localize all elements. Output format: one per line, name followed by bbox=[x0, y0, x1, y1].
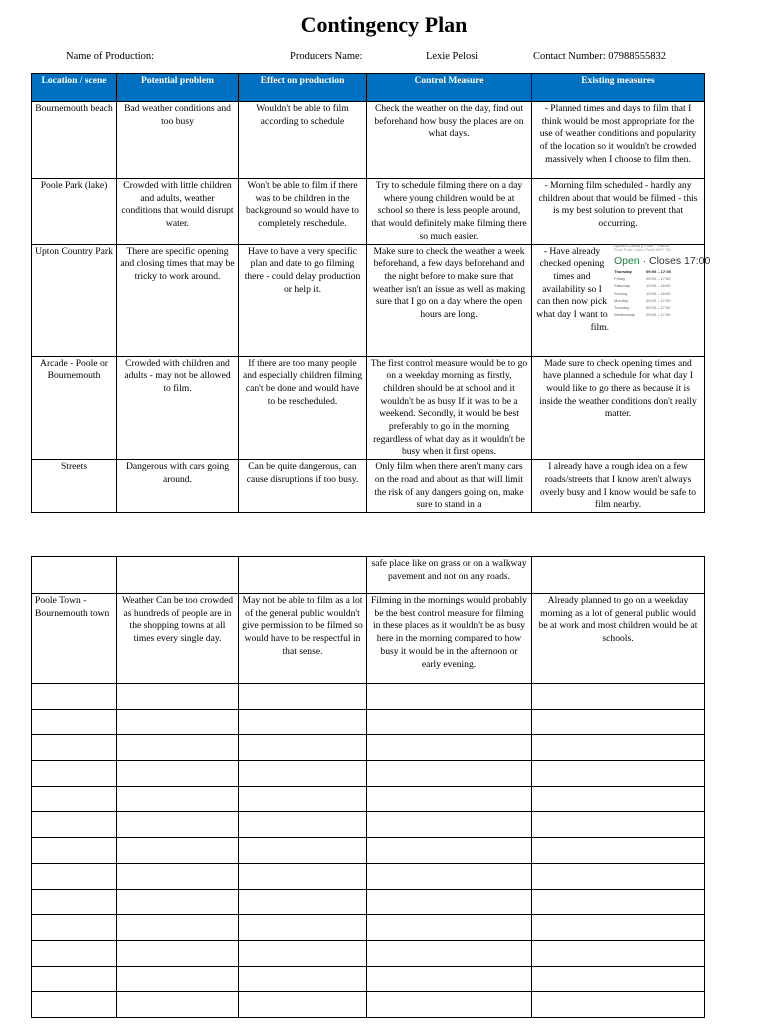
cell-location: Upton Country Park bbox=[32, 244, 117, 356]
hours-row: Friday 09:00 – 17:00 bbox=[614, 276, 671, 282]
production-name-label: Name of Production: bbox=[66, 51, 155, 62]
cell-effect: If there are too many people and especially children filming can't be done and would have to be rescheduled. bbox=[239, 356, 367, 460]
cell-location: Poole Park (lake) bbox=[32, 179, 117, 245]
empty-row bbox=[32, 940, 705, 966]
empty-row bbox=[32, 966, 705, 992]
cell-location bbox=[32, 557, 117, 594]
empty-row bbox=[32, 838, 705, 864]
cell-effect: May not be able to film as a lot of the general public wouldn't give permission to be filmed so would have to be respectful in that sense. bbox=[239, 594, 367, 684]
cell-location: Poole Town - Bournemouth town bbox=[32, 594, 117, 684]
cell-control: Try to schedule filming there on a day where young children would be at school so there is less people around, that would definitely make filming there so much easier. bbox=[367, 179, 532, 245]
header-problem: Potential problem bbox=[117, 74, 239, 102]
table-row bbox=[32, 557, 705, 594]
header-effect: Effect on production bbox=[239, 74, 367, 102]
empty-row bbox=[32, 915, 705, 941]
cell-existing: - Morning film scheduled - hardly any children about that would be filmed - this is my best solution to prevent that occurring. bbox=[532, 179, 705, 245]
hours-row: Sunday 10:00 – 16:00 bbox=[614, 290, 671, 296]
cell-existing bbox=[532, 557, 705, 594]
cell-location: Bournemouth beach bbox=[32, 102, 117, 179]
empty-row bbox=[32, 863, 705, 889]
table-row bbox=[32, 356, 705, 460]
empty-row bbox=[32, 889, 705, 915]
empty-row bbox=[32, 786, 705, 812]
header-row bbox=[32, 74, 705, 102]
cell-effect: Won't be able to film if there was to be children in the background so would have to completely reschedule. bbox=[239, 179, 367, 245]
header-existing: Existing measures bbox=[532, 74, 705, 102]
hours-row: Monday 09:00 – 17:00 bbox=[614, 297, 671, 303]
cell-problem: Crowded with children and adults - may not be allowed to film. bbox=[117, 356, 239, 460]
cell-effect: Have to have a very specific plan and date to go filming there - could delay production or help it. bbox=[239, 244, 367, 356]
cell-control: Filming in the mornings would probably be the best control measure for filming in these places as it wouldn't be as busy here in the morning compared to how busy it would be in the afternoon or early evening. bbox=[367, 594, 532, 684]
cell-control: Make sure to check the weather a week beforehand, a few days beforehand and the night before to make sure that weather isn't an issue as well as making sure that I go on a day where the open hours are long. bbox=[367, 244, 532, 356]
cell-effect: Can be quite dangerous, can cause disruptions if too busy. bbox=[239, 460, 367, 513]
cell-location: Arcade - Poole or Bournemouth bbox=[32, 356, 117, 460]
header-control: Control Measure bbox=[367, 74, 532, 102]
cell-effect bbox=[239, 557, 367, 594]
table-row bbox=[32, 102, 705, 179]
cell-effect: Wouldn't be able to film according to schedule bbox=[239, 102, 367, 179]
header-location: Location / scene bbox=[32, 74, 117, 102]
contingency-table-main bbox=[31, 73, 705, 513]
table-row bbox=[32, 244, 705, 356]
producers-name-label: Producers Name: bbox=[290, 51, 363, 62]
control-text: Only film when there aren't many cars on the road and about as that will limit the risk of any dangers going on, make sure to stand in a bbox=[374, 461, 524, 511]
cell-existing: I already have a rough idea on a few roads/streets that I know aren't always overly busy and I know would be safe to film nearby. bbox=[532, 460, 705, 513]
existing-text: - Have already checked opening times and availability so I can then now pick what day I want to bbox=[536, 245, 608, 321]
cell-problem: Bad weather conditions and too busy bbox=[117, 102, 239, 179]
cell-control: The first control measure would be to go on a weekday morning as firstly, children should be at school and it wouldn't be as busy If it was to be a weekend. Secondly, it would be best preferably to go in the morning regardless of what day as it wouldn't be busy when it first opens. bbox=[367, 356, 532, 460]
empty-row bbox=[32, 761, 705, 787]
hours-status bbox=[614, 254, 711, 268]
table-row bbox=[32, 594, 705, 684]
cell-control bbox=[367, 460, 532, 513]
closing-time: · Closes 17:00 bbox=[639, 255, 711, 267]
hours-address: Poole Road, Upton, Poole BH17 7BJ bbox=[614, 248, 672, 252]
cell-problem bbox=[117, 557, 239, 594]
cell-control: Check the weather on the day, find out beforehand how busy the places are on what days. bbox=[367, 102, 532, 179]
cell-existing: Made sure to check opening times and have planned a schedule for what day I would like to go there as because it is inside the weather conditions don't really matter. bbox=[532, 356, 705, 460]
cell-problem: Dangerous with cars going around. bbox=[117, 460, 239, 513]
cell-existing: - Planned times and days to film that I think would be most appropriate for the use of weather conditions and popularity of the location so it wouldn't be crowded massively when I choose to film then. bbox=[532, 102, 705, 179]
table-row bbox=[32, 460, 705, 513]
hours-row: Thursday 09:00 – 17:00 bbox=[614, 269, 671, 274]
opening-hours-screenshot bbox=[614, 243, 711, 323]
open-status: Open bbox=[614, 255, 640, 267]
empty-row bbox=[32, 992, 705, 1018]
producers-name-value: Lexie Pelosi bbox=[426, 51, 479, 62]
cell-control: safe place like on grass or on a walkway pavement and not on any roads. bbox=[367, 557, 532, 594]
page-title: Contingency Plan bbox=[300, 12, 468, 37]
table-row bbox=[32, 179, 705, 245]
cell-problem: Crowded with little children and adults, weather conditions that would disrupt water. bbox=[117, 179, 239, 245]
empty-row bbox=[32, 709, 705, 735]
cell-problem: There are specific opening and closing times that may be tricky to work around. bbox=[117, 244, 239, 356]
hours-row: Tuesday 09:00 – 17:00 bbox=[614, 305, 671, 311]
empty-row bbox=[32, 735, 705, 761]
empty-row bbox=[32, 812, 705, 838]
cell-existing: Already planned to go on a weekday morning as a lot of general public would be at work and most children would be at schools. bbox=[532, 594, 705, 684]
hours-row: Wednesday 09:00 – 17:00 bbox=[614, 312, 671, 318]
cell-location: Streets bbox=[32, 460, 117, 513]
existing-text-end: film. bbox=[590, 321, 609, 333]
empty-row bbox=[32, 684, 705, 710]
contingency-table-continued bbox=[31, 556, 705, 1018]
contact-number: Contact Number: 07988555832 bbox=[533, 51, 666, 62]
cell-problem: Weather Can be too crowded as hundreds of people are in the shopping towns at all times every single day. bbox=[117, 594, 239, 684]
hours-row: Saturday 10:00 – 16:00 bbox=[614, 283, 671, 289]
hours-place-name: Upton Country Park · Hours bbox=[614, 243, 670, 248]
